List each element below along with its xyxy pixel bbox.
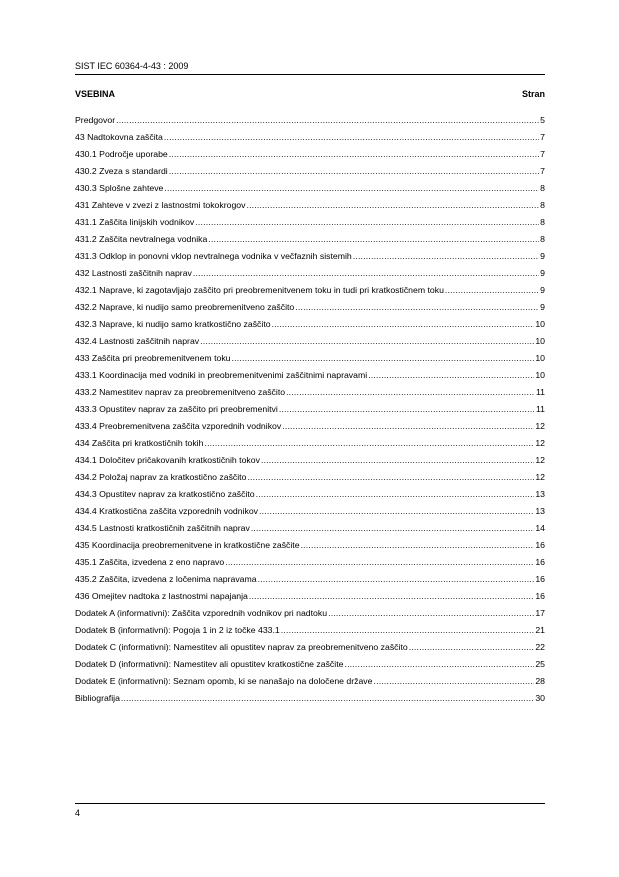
toc-entry[interactable] (75, 401, 545, 418)
toc-dot-leader (169, 146, 539, 163)
toc-dot-leader (261, 452, 534, 469)
toc-dot-leader (368, 367, 534, 384)
toc-title: VSEBINA (75, 89, 116, 99)
toc-entry-title: 431.3 Odklop in ponovni vklop nevtralnega vodnika v večfaznih sistemih (75, 251, 352, 261)
toc-entry-page: 12 (535, 421, 545, 431)
toc-entry-page: 12 (535, 472, 545, 482)
toc-dot-leader (373, 673, 534, 690)
toc-entry[interactable] (75, 622, 545, 639)
toc-entry[interactable] (75, 112, 545, 129)
toc-entry-title: 432.2 Naprave, ki nudijo samo preobremenitveno zaščito (75, 302, 295, 312)
toc-dot-leader (121, 690, 534, 707)
toc-dot-leader (195, 214, 539, 231)
toc-entry-title: 433.3 Opustitev naprav za zaščito pri preobremenitvi (75, 404, 278, 414)
toc-entry-title: 431 Zahteve v zvezi z lastnostmi tokokrogov (75, 200, 246, 210)
toc-entry-title: Dodatek C (informativni): Namestitev ali opustitev naprav za preobremenitveno zaščito (75, 642, 408, 652)
toc-entry-title: 434.4 Kratkostična zaščita vzporednih vodnikov (75, 506, 259, 516)
toc-dot-leader (258, 571, 535, 588)
toc-dot-leader (409, 639, 535, 656)
toc-entry-page: 7 (540, 166, 545, 176)
toc-entry[interactable] (75, 384, 545, 401)
toc-entry-title: 433.2 Namestitev naprav za preobremenitveno zaščito (75, 387, 286, 397)
toc-entry-title: 432.4 Lastnosti zaščitnih naprav (75, 336, 200, 346)
toc-entry-title: Dodatek E (informativni): Seznam opomb, ki se nanašajo na določene države (75, 676, 373, 686)
toc-entry-page: 5 (540, 115, 545, 125)
header-divider (75, 74, 545, 75)
toc-entry[interactable] (75, 503, 545, 520)
toc-entry[interactable] (75, 180, 545, 197)
toc-entry-page: 16 (535, 557, 545, 567)
toc-entry[interactable] (75, 537, 545, 554)
toc-dot-leader (295, 299, 539, 316)
toc-list (75, 112, 545, 707)
toc-entry-page: 10 (535, 319, 545, 329)
toc-entry-title: 434.1 Določitev pričakovanih kratkostičnih tokov (75, 455, 260, 465)
toc-entry-title: 434 Zaščita pri kratkostičnih tokih (75, 438, 204, 448)
toc-entry[interactable] (75, 673, 545, 690)
toc-dot-leader (246, 197, 539, 214)
toc-entry-title: 431.1 Zaščita linijskih vodnikov (75, 217, 195, 227)
toc-dot-leader (251, 520, 535, 537)
toc-entry[interactable] (75, 639, 545, 656)
toc-entry-page: 11 (535, 387, 545, 397)
toc-entry[interactable] (75, 486, 545, 503)
toc-entry-page: 8 (540, 200, 545, 210)
toc-entry-page: 10 (535, 370, 545, 380)
toc-entry-title: 434.5 Lastnosti kratkostičnih zaščitnih naprav (75, 523, 250, 533)
toc-entry-title: 432.1 Naprave, ki zagotavljajo zaščito pri preobremenitvenem toku in tudi pri kratkostičnem toku (75, 285, 444, 295)
toc-page-column-label: Stran (521, 89, 545, 99)
toc-entry-title: 433.1 Koordinacija med vodniki in preobremenitvenimi zaščitnimi napravami (75, 370, 368, 380)
toc-dot-leader (169, 163, 539, 180)
toc-entry-page: 10 (535, 353, 545, 363)
toc-dot-leader (164, 180, 539, 197)
toc-entry-page: 9 (540, 251, 545, 261)
footer-divider (75, 803, 545, 804)
toc-entry[interactable] (75, 588, 545, 605)
toc-entry-title: 433.4 Preobremenitvena zaščita vzporednih vodnikov (75, 421, 282, 431)
toc-entry[interactable] (75, 571, 545, 588)
toc-dot-leader (282, 418, 534, 435)
toc-entry-page: 13 (535, 489, 545, 499)
toc-entry[interactable] (75, 452, 545, 469)
toc-entry-title: Dodatek B (informativni): Pogoja 1 in 2 iz točke 433.1 (75, 625, 280, 635)
toc-entry[interactable] (75, 520, 545, 537)
toc-dot-leader (208, 231, 539, 248)
toc-entry-title: 43 Nadtokovna zaščita (75, 132, 163, 142)
toc-entry-page: 9 (540, 268, 545, 278)
toc-entry[interactable] (75, 435, 545, 452)
toc-dot-leader (445, 282, 539, 299)
toc-entry[interactable] (75, 605, 545, 622)
toc-dot-leader (344, 656, 534, 673)
toc-entry-title: 434.3 Opustitev naprav za kratkostično zaščito (75, 489, 255, 499)
toc-entry-page: 9 (540, 285, 545, 295)
footer-page-number: 4 (75, 808, 81, 818)
toc-entry[interactable] (75, 333, 545, 350)
toc-entry-page: 28 (535, 676, 545, 686)
toc-entry-page: 16 (535, 574, 545, 584)
toc-dot-leader (204, 435, 534, 452)
toc-entry[interactable] (75, 350, 545, 367)
toc-entry-title: 435.1 Zaščita, izvedena z eno napravo (75, 557, 225, 567)
toc-entry-page: 21 (535, 625, 545, 635)
toc-dot-leader (164, 129, 539, 146)
toc-dot-leader (249, 588, 534, 605)
toc-entry-page: 22 (535, 642, 545, 652)
toc-entry-title: 432.3 Naprave, ki nudijo samo kratkostično zaščito (75, 319, 271, 329)
toc-entry[interactable] (75, 554, 545, 571)
toc-dot-leader (328, 605, 534, 622)
toc-dot-leader (286, 384, 535, 401)
toc-entry[interactable] (75, 163, 545, 180)
toc-entry-page: 7 (540, 132, 545, 142)
toc-dot-leader (301, 537, 535, 554)
document-header-id: SIST IEC 60364-4-43 : 2009 (75, 61, 189, 71)
toc-entry-page: 11 (535, 404, 545, 414)
toc-entry[interactable] (75, 248, 545, 265)
toc-entry[interactable] (75, 316, 545, 333)
toc-entry-page: 16 (535, 591, 545, 601)
toc-entry-title: 434.2 Položaj naprav za kratkostično zaščito (75, 472, 247, 482)
toc-entry[interactable] (75, 129, 545, 146)
toc-entry-page: 8 (540, 217, 545, 227)
toc-dot-leader (272, 316, 535, 333)
toc-entry[interactable] (75, 197, 545, 214)
toc-entry-page: 8 (540, 183, 545, 193)
toc-dot-leader (193, 265, 539, 282)
toc-entry-title: 430.2 Zveza s standardi (75, 166, 168, 176)
toc-dot-leader (259, 503, 534, 520)
toc-entry-page: 14 (535, 523, 545, 533)
toc-dot-leader (232, 350, 535, 367)
toc-entry[interactable] (75, 265, 545, 282)
toc-dot-leader (353, 248, 539, 265)
toc-entry[interactable] (75, 469, 545, 486)
toc-entry-title: Predgovor (75, 115, 116, 125)
toc-entry-page: 9 (540, 302, 545, 312)
toc-entry-page: 12 (535, 438, 545, 448)
toc-entry[interactable] (75, 214, 545, 231)
toc-entry-page: 30 (535, 693, 545, 703)
toc-entry-page: 12 (535, 455, 545, 465)
toc-entry-page: 10 (535, 336, 545, 346)
toc-entry-title: 435 Koordinacija preobremenitvene in kratkostične zaščite (75, 540, 300, 550)
toc-entry-page: 7 (540, 149, 545, 159)
toc-entry-title: 435.2 Zaščita, izvedena z ločenima napravama (75, 574, 257, 584)
toc-entry-title: 432 Lastnosti zaščitnih naprav (75, 268, 192, 278)
toc-entry-page: 17 (535, 608, 545, 618)
toc-dot-leader (281, 622, 535, 639)
toc-entry-title: 436 Omejitev nadtoka z lastnostmi napajanja (75, 591, 248, 601)
toc-entry-title: Dodatek A (informativni): Zaščita vzporednih vodnikov pri nadtoku (75, 608, 328, 618)
toc-entry[interactable] (75, 299, 545, 316)
toc-entry[interactable] (75, 656, 545, 673)
toc-dot-leader (225, 554, 534, 571)
toc-entry[interactable] (75, 367, 545, 384)
toc-dot-leader (279, 401, 535, 418)
toc-entry[interactable] (75, 146, 545, 163)
toc-entry-title: 433 Zaščita pri preobremenitvenem toku (75, 353, 231, 363)
toc-entry[interactable] (75, 418, 545, 435)
toc-entry-title: Dodatek D (informativni): Namestitev ali opustitev kratkostične zaščite (75, 659, 344, 669)
toc-dot-leader (256, 486, 535, 503)
toc-entry-title: 430.3 Splošne zahteve (75, 183, 164, 193)
toc-entry-page: 25 (535, 659, 545, 669)
toc-entry-page: 16 (535, 540, 545, 550)
toc-entry-title: 431.2 Zaščita nevtralnega vodnika (75, 234, 208, 244)
toc-entry[interactable] (75, 690, 545, 707)
toc-entry-page: 13 (535, 506, 545, 516)
toc-dot-leader (116, 112, 539, 129)
toc-dot-leader (200, 333, 534, 350)
toc-entry-page: 8 (540, 234, 545, 244)
toc-entry[interactable] (75, 231, 545, 248)
toc-entry-title: 430.1 Področje uporabe (75, 149, 168, 159)
toc-entry[interactable] (75, 282, 545, 299)
toc-dot-leader (247, 469, 534, 486)
toc-entry-title: Bibliografija (75, 693, 120, 703)
